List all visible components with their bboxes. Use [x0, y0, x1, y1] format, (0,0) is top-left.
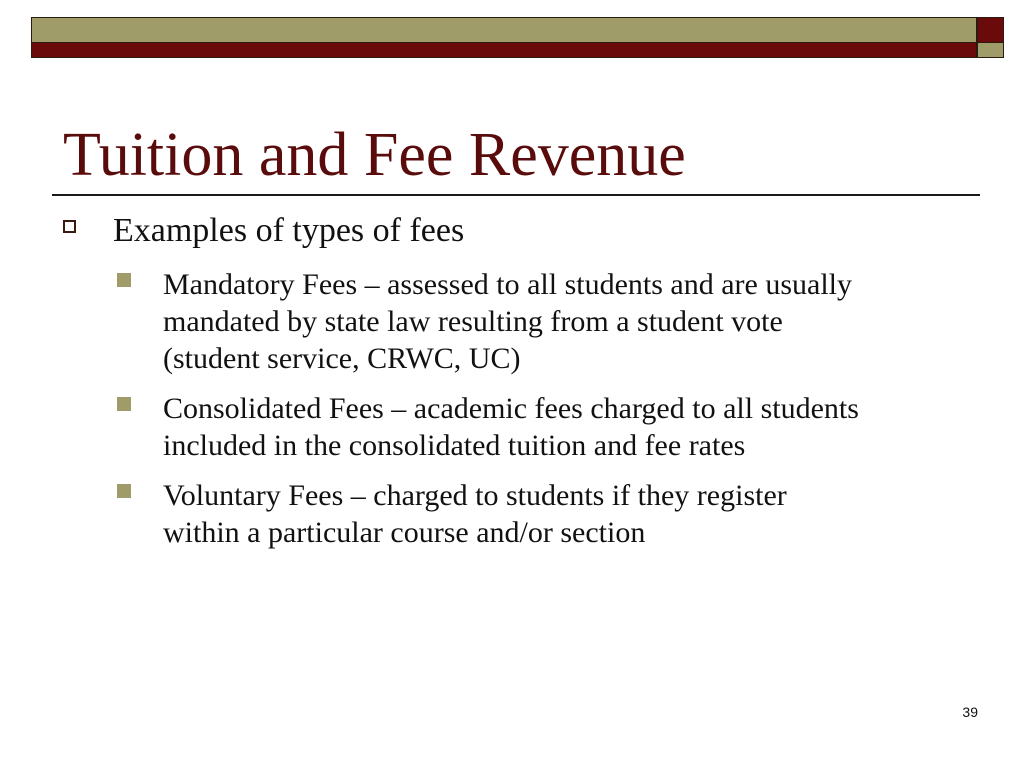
header-corner-square-olive	[977, 43, 1004, 58]
header-band-maroon	[31, 43, 977, 58]
header-corner-square-maroon	[977, 17, 1004, 43]
page-number: 39	[962, 704, 978, 720]
filled-square-icon	[117, 397, 131, 411]
sub-bullet-text: Voluntary Fees – charged to students if they register within a particular course and/or section	[163, 479, 787, 549]
header-band-olive	[31, 17, 977, 43]
bullet-level1	[63, 210, 464, 252]
hollow-square-icon	[63, 220, 76, 233]
sub-bullet-mandatory-fees	[117, 266, 852, 377]
sub-bullet-text: Mandatory Fees – assessed to all students and are usually mandated by state law resulting from a student vote (student service, CRWC, UC)	[163, 268, 853, 375]
sub-bullet-text: Consolidated Fees – academic fees charged to all students included in the consolidated tuition and fee rates	[163, 392, 859, 462]
sub-bullet-consolidated-fees	[117, 390, 859, 464]
title-underline	[52, 194, 980, 196]
bullet-level1-text: Examples of types of fees	[113, 212, 465, 249]
filled-square-icon	[117, 484, 131, 498]
slide-title: Tuition and Fee Revenue	[63, 121, 686, 189]
sub-bullet-voluntary-fees	[117, 477, 787, 551]
filled-square-icon	[117, 273, 131, 287]
